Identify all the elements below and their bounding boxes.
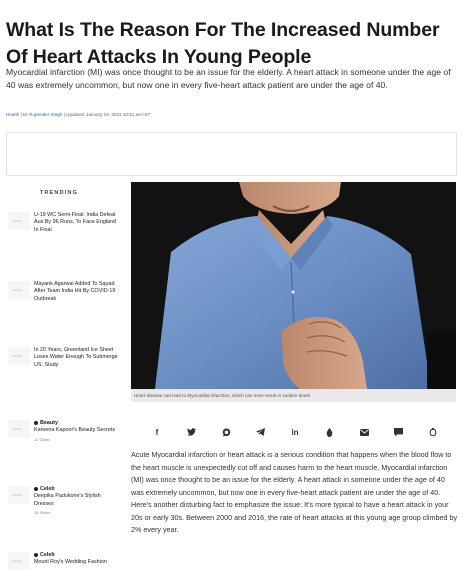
trending-heading: TRENDING xyxy=(39,190,79,196)
trending-item-title[interactable]: Mayank Agarwal Added To Squad After Team India Hit By COVID-19 Outbreak xyxy=(34,281,116,302)
linkedin-icon[interactable]: in xyxy=(291,427,299,437)
updated-timestamp: Updated: January 19, 2023 10:51 am IST xyxy=(66,112,151,117)
thumbnail-placeholder: IMAGE xyxy=(8,212,30,230)
bookmark-icon[interactable] xyxy=(426,425,440,439)
share-bar xyxy=(150,425,440,439)
thumbnail-placeholder: IMAGE xyxy=(8,486,30,504)
email-icon[interactable] xyxy=(357,425,371,439)
category-link[interactable]: Health xyxy=(6,112,20,117)
article-body xyxy=(131,449,459,537)
article-summary: Myocardial infarction (MI) was once thought to be an issue for the elderly. A heart attack in someone under the age of 40 was extremely uncommon, but now one in every five-heart attack patient are under the age of 40. xyxy=(6,67,451,90)
slide-count: 11 Slides xyxy=(34,436,51,442)
trending-item-title[interactable]: Kareena Kapoor's Beauty Secrets xyxy=(34,427,116,434)
trending-item-title[interactable]: U-19 WC Semi-Final: India Defeat Aus By 96 Runs, To Face England In Final xyxy=(34,212,117,233)
ad-placeholder xyxy=(6,132,457,176)
facebook-icon[interactable]: f xyxy=(155,427,159,437)
article-meta: Health | Dr Rupender Singh | Updated: January 19, 2023 10:51 am IST xyxy=(6,112,151,117)
slide-count: 15 Slides xyxy=(34,510,51,516)
article-paragraph: Acute Myocardial infarction or heart attack is a serious condition that happens when the blood flow to the heart muscle is unexpectedly cut off and causes harm to the heart muscle. Myocardial infarction (MI) was once thought to be an issue for the elderly. A heart attack in someone under the age of 40 was extremely uncommon, but now one in every five-heart attack patient are under the age of 40. Here's another disturbing fact to emphasize the issue: It's more typical to have a heart attack in your 20s or early 30s. Between 2000 and 2016, the rate of heart attacks at this young age group climbed by 2% every year. xyxy=(131,450,458,534)
category-badge: Celeb xyxy=(34,486,55,492)
koo-icon[interactable] xyxy=(323,425,337,439)
comment-icon[interactable] xyxy=(392,425,406,439)
twitter-icon[interactable] xyxy=(185,425,199,439)
trending-item-title[interactable]: In 20 Years, Greenland Ice Sheet Loses Water Enough To Submerge US: Study xyxy=(34,347,118,368)
thumbnail-placeholder: IMAGE xyxy=(8,420,30,438)
article-hero-image xyxy=(131,182,456,389)
whatsapp-icon[interactable] xyxy=(219,425,233,439)
category-badge: Celeb xyxy=(34,552,55,558)
telegram-icon[interactable] xyxy=(254,425,268,439)
thumbnail-placeholder: IMAGE xyxy=(8,281,30,299)
thumbnail-placeholder: IMAGE xyxy=(8,347,30,365)
author-link[interactable]: Dr Rupender Singh xyxy=(23,112,63,117)
category-badge: Beauty xyxy=(34,420,58,426)
trending-item-title[interactable]: Mouni Roy's Wedding Fashion xyxy=(34,559,107,566)
trending-item-title[interactable]: Deepika Padukone's Stylish Dresses xyxy=(34,493,101,507)
article-title: What Is The Reason For The Increased Number Of Heart Attacks In Young People xyxy=(6,19,440,69)
image-caption: Heart disease can lead to Myocardial infarction, which can even result in sudden death. xyxy=(131,389,456,402)
thumbnail-placeholder: IMAGE xyxy=(8,552,30,570)
